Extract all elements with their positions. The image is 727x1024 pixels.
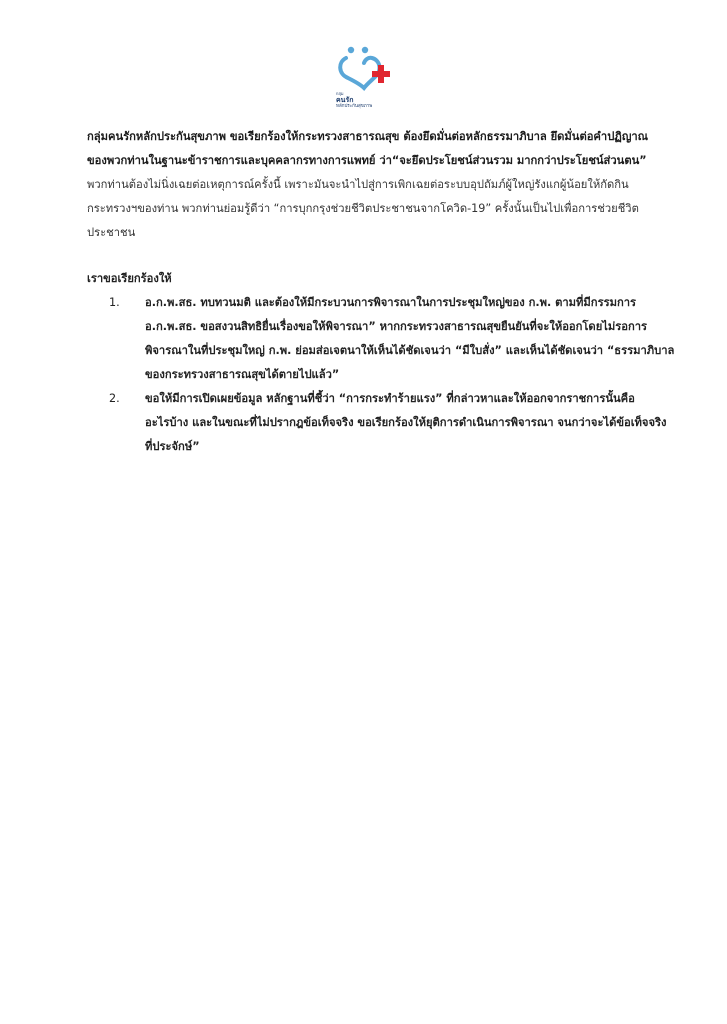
demand-line: อ.ก.พ.สธ. ขอสงวนสิทธิยื่นเรื่องขอให้พิจารณา” หากกระทรวงสาธารณสุขยืนยันที่จะให้ออกโดยไม่รอการ — [145, 320, 648, 333]
intro-line: พวกท่านต้องไม่นิ่งเฉยต่อเหตุการณ์ครั้งนี้ เพราะมันจะนำไปสู่การเพิกเฉยต่อระบบอุปถัมภ์ผู้ใหญ่รังแกผู้น้อยให้กัดกิน — [87, 178, 629, 191]
intro-paragraph — [87, 125, 657, 245]
intro-line: กลุ่มคนรักหลักประกันสุขภาพ ขอเรียกร้องให้กระทรวงสาธารณสุข ต้องยึดมั่นต่อหลักธรรมาภิบาล ยึดมั่นต่อคำปฏิญาณ — [87, 130, 649, 143]
demand-line: อะไรบ้าง และในขณะที่ไม่ปรากฎข้อเท็จจริง ขอเรียกร้องให้ยุติการดำเนินการพิจารณา จนกว่าจะได้ข้อเท็จจริง — [145, 416, 667, 429]
demand-line: อ.ก.พ.สธ. ทบทวนมติ และต้องให้มีกระบวนการพิจารณาในการประชุมใหญ่ของ ก.พ. ตามที่มีกรรมการ — [145, 296, 637, 309]
demand-item-1 — [87, 291, 675, 387]
intro-line: กระทรวงฯของท่าน พวกท่านย่อมรู้ดีว่า “การบุกกรุงช่วยชีวิตประชาชนจากโควิด-19” ครั้งนั้นเป็นไปเพื่อการช่วยชีวิต — [87, 202, 639, 215]
logo-text — [336, 91, 396, 109]
demand-line: พิจารณาในที่ประชุมใหญ่ ก.พ. ย่อมส่อเจตนาให้เห็นได้ชัดเจนว่า “มีใบสั่ง” และเห็นได้ชัดเจนว่า “ธรรมาภิบาล — [145, 344, 675, 357]
intro-line: ของพวกท่านในฐานะข้าราชการและบุคคลากรทางการแพทย์ ว่า“จะยึดประโยชน์ส่วนรวม มากกว่าประโยชน์ส่วนตน” — [87, 154, 647, 167]
demand-line: ขอให้มีการเปิดเผยข้อมูล หลักฐานที่ชี้ว่า “การกระทำร้ายแรง” ที่กล่าวหาและให้ออกจากราชการนั้นคือ — [145, 392, 635, 405]
demand-item-2 — [87, 387, 667, 459]
organization-logo — [334, 44, 394, 108]
demands-heading: เราขอเรียกร้องให้ — [87, 272, 172, 285]
heart-stethoscope-cross-icon — [334, 44, 394, 94]
demands-list — [87, 291, 675, 459]
logo-text-line1: กลุ่ม — [336, 91, 344, 96]
logo-text-line3: หลักประกันสุขภาพ — [336, 104, 373, 109]
intro-line: ประชาชน — [87, 226, 136, 239]
demand-line: ที่ประจักษ์” — [145, 440, 200, 453]
demand-line: ของกระทรวงสาธารณสุขได้ตายไปแล้ว” — [145, 368, 340, 381]
letter-body — [87, 125, 675, 459]
logo-text-line2: คนรัก — [336, 96, 354, 104]
demand-number: 2. — [109, 392, 120, 405]
demand-number: 1. — [109, 296, 120, 309]
